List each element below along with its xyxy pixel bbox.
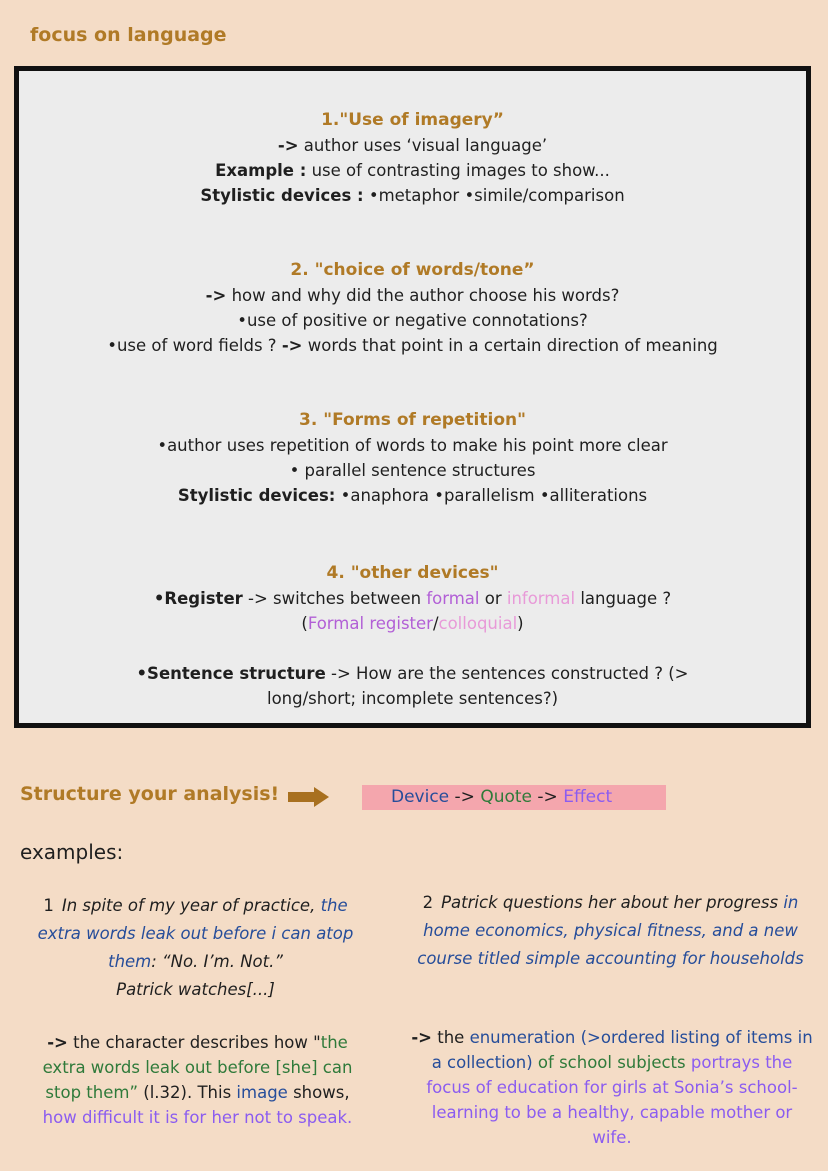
- section-line: •Register -> switches between formal or informal language ?: [153, 589, 672, 608]
- section-line: • parallel sentence structures: [289, 461, 536, 480]
- section-choice-of-words: [19, 258, 806, 358]
- section-heading: 2. "choice of words/tone”: [290, 260, 535, 280]
- section-line: •use of positive or negative connotations?: [237, 311, 588, 330]
- example-quote-1: 1 In spite of my year of practice, the extra words leak out before i can atop them: “No. I’m. Not.” Patrick watches[...]: [37, 896, 354, 999]
- section-imagery: [19, 108, 806, 208]
- section-line: •Sentence structure -> How are the sentences constructed ? (>: [136, 664, 689, 683]
- example-quote-2: 2 Patrick questions her about her progress in home economics, physical fitness, and a new course titled simple accounting for households: [417, 893, 804, 968]
- spacer: [19, 636, 806, 661]
- section-other-devices: [19, 561, 806, 711]
- section-line: long/short; incomplete sentences?): [266, 689, 559, 708]
- page-title: focus on language: [30, 24, 227, 46]
- section-line: (Formal register/colloquial): [301, 614, 524, 633]
- section-line: •use of word fields ? -> words that point in a certain direction of meaning: [107, 336, 718, 355]
- example-number: 1: [43, 896, 54, 915]
- section-line: Example : use of contrasting images to show...: [215, 161, 610, 180]
- example-number: 2: [422, 893, 434, 912]
- language-devices-box: [14, 66, 811, 728]
- device-quote-effect-pill: Device -> Quote -> Effect: [362, 785, 666, 810]
- section-line: -> author uses ‘visual language’: [277, 136, 548, 155]
- section-heading: 3. "Forms of repetition": [299, 410, 526, 430]
- section-line: •author uses repetition of words to make his point more clear: [157, 436, 668, 455]
- section-heading: 1."Use of imagery”: [321, 110, 504, 130]
- structure-label: Structure your analysis!: [20, 783, 280, 805]
- example-analysis-1: -> the character describes how "the extra words leak out before [she] can stop them” (l.32). This image shows, how difficult it is for her not to speak.: [42, 1033, 353, 1127]
- section-line: -> how and why did the author choose his words?: [205, 286, 620, 305]
- examples-label: examples:: [20, 840, 124, 864]
- section-line: Stylistic devices : •metaphor •simile/comparison: [200, 186, 625, 205]
- section-repetition: [19, 408, 806, 508]
- example-analysis-2: -> the enumeration (>ordered listing of items in a collection) of school subjects portrays the focus of education for girls at Sonia’s school- learning to be a healthy, capable mother or wife.: [411, 1028, 813, 1147]
- section-heading: 4. "other devices": [326, 563, 499, 583]
- right-arrow-icon: [288, 787, 330, 807]
- section-line: Stylistic devices: •anaphora •parallelism •alliterations: [177, 486, 648, 505]
